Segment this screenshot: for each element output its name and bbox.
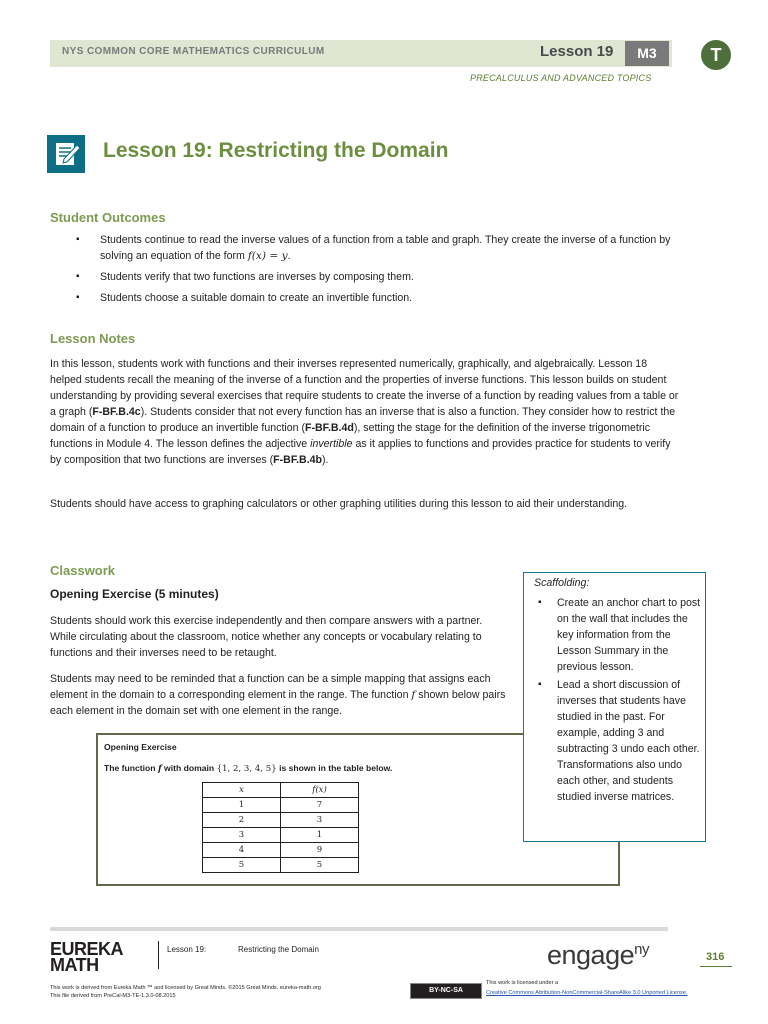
course-label: PRECALCULUS AND ADVANCED TOPICS [470, 73, 652, 83]
page-title: Lesson 19: Restricting the Domain [103, 139, 449, 162]
footer-separator [158, 941, 159, 969]
notes-paragraph: In this lesson, students work with functions and their inverses represented numerically, graphically, and algebraically. Lesson 18 helped students recall the meaning of the inverse of a function and the properties of inverse functions. This lesson builds on student understanding by providing several exercises that require students to create the inverse of a function by reading values from a table or a graph (F-BF.B.4c). Students consider that not every function has an inverse that is also a function. They consider how to restrict the domain of a function to produce an invertible function (F-BF.B.4d), setting the stage for the definition of the inverse trigonometric functions in Module 4. The lesson defines the adjective invertible as it applies to functions and provides practice for students to verify by composition that two functions are inverses (F-BF.B.4b). [50, 358, 679, 466]
table-cell: 5 [203, 858, 281, 873]
classwork-heading: Classwork [50, 563, 116, 578]
footer-lesson: Lesson 19: [167, 945, 207, 954]
page-number: 316 [706, 951, 725, 963]
page-number-underline [700, 966, 732, 967]
list-item: ▪ Students verify that two functions are inverses by composing them. [50, 269, 680, 285]
column-header: x [203, 783, 281, 798]
table-cell: 1 [281, 828, 359, 843]
table-cell: 4 [203, 843, 281, 858]
table-row [203, 843, 359, 858]
table-cell: 5 [281, 858, 359, 873]
table-header-row [203, 783, 359, 798]
list-item: ▪ Lead a short discussion of inverses that students have studied in the past. For example, adding 3 and subtracting 3 undo each other. Transformations also undo each other, and students studied inverse matrices. [524, 677, 704, 805]
exercise-title: Opening Exercise [104, 742, 177, 752]
scaffolding-title: Scaffolding: [534, 577, 590, 589]
table-cell: 3 [281, 813, 359, 828]
license-link[interactable]: Creative Commons Attribution-NonCommercial-ShareAlike 3.0 Unported License. [486, 990, 688, 996]
footer-lesson-title: Restricting the Domain [238, 945, 319, 954]
cc-license-badge: BY-NC-SA [410, 983, 482, 999]
curriculum-label: NYS COMMON CORE MATHEMATICS CURRICULUM [62, 46, 325, 57]
function-table [202, 782, 359, 873]
table-row [203, 813, 359, 828]
scaffolding-box [523, 572, 706, 842]
footer-file: This file derived from PreCal-M3-TE-1.3.0-08.2015 [50, 993, 176, 999]
list-item: ▪ Create an anchor chart to post on the wall that includes the key information from the Lesson Summary in the previous lesson. [524, 595, 704, 675]
table-cell: 2 [203, 813, 281, 828]
classwork-paragraph: Students should work this exercise independently and then compare answers with a partner. While circulating about the classroom, notice whether any concepts or vocabulary relating to functions and their inverses need to be retaught. [50, 615, 483, 659]
teacher-badge: T [701, 40, 731, 70]
table-cell: 3 [203, 828, 281, 843]
opening-exercise-heading: Opening Exercise (5 minutes) [50, 587, 219, 601]
table-cell: 1 [203, 798, 281, 813]
list-item: ▪ Students choose a suitable domain to create an invertible function. [50, 290, 680, 306]
footer-credit: This work is derived from Eureka Math ™ and licensed by Great Minds. ©2015 Great Minds. eureka-math.org [50, 985, 321, 991]
license-text: This work is licensed under a [486, 980, 559, 986]
table-cell: 9 [281, 843, 359, 858]
column-header: f(x) [281, 783, 359, 798]
outcomes-heading: Student Outcomes [50, 210, 166, 225]
scaffolding-list [524, 595, 704, 807]
notes-paragraph-2: Students should have access to graphing calculators or other graphing utilities during this lesson to aid their understanding. [50, 498, 628, 510]
table-row [203, 798, 359, 813]
exercise-description: The function f with domain {1, 2, 3, 4, 5} is shown in the table below. [104, 763, 393, 774]
footer-divider [50, 927, 668, 931]
notes-heading: Lesson Notes [50, 331, 136, 346]
table-row [203, 858, 359, 873]
list-item: ▪ Students continue to read the inverse values of a function from a table and graph. They create the inverse of a function by solving an equation of the form f(x) = y. [50, 232, 680, 264]
table-cell: 7 [281, 798, 359, 813]
notepad-pencil-icon [47, 135, 85, 173]
module-badge: M3 [625, 41, 669, 66]
table-row [203, 828, 359, 843]
engageny-logo: engage$^{ny}$ [547, 940, 649, 970]
classwork-paragraph-2: Students may need to be reminded that a function can be a simple mapping that assigns each element in the domain to a corresponding element in the range. The function f shown below pairs each element in the domain set with one element in the range. [50, 673, 506, 717]
eureka-math-logo: EUREKA MATH [50, 939, 124, 975]
header-lesson: Lesson 19 [540, 43, 614, 60]
outcomes-list [50, 232, 680, 311]
